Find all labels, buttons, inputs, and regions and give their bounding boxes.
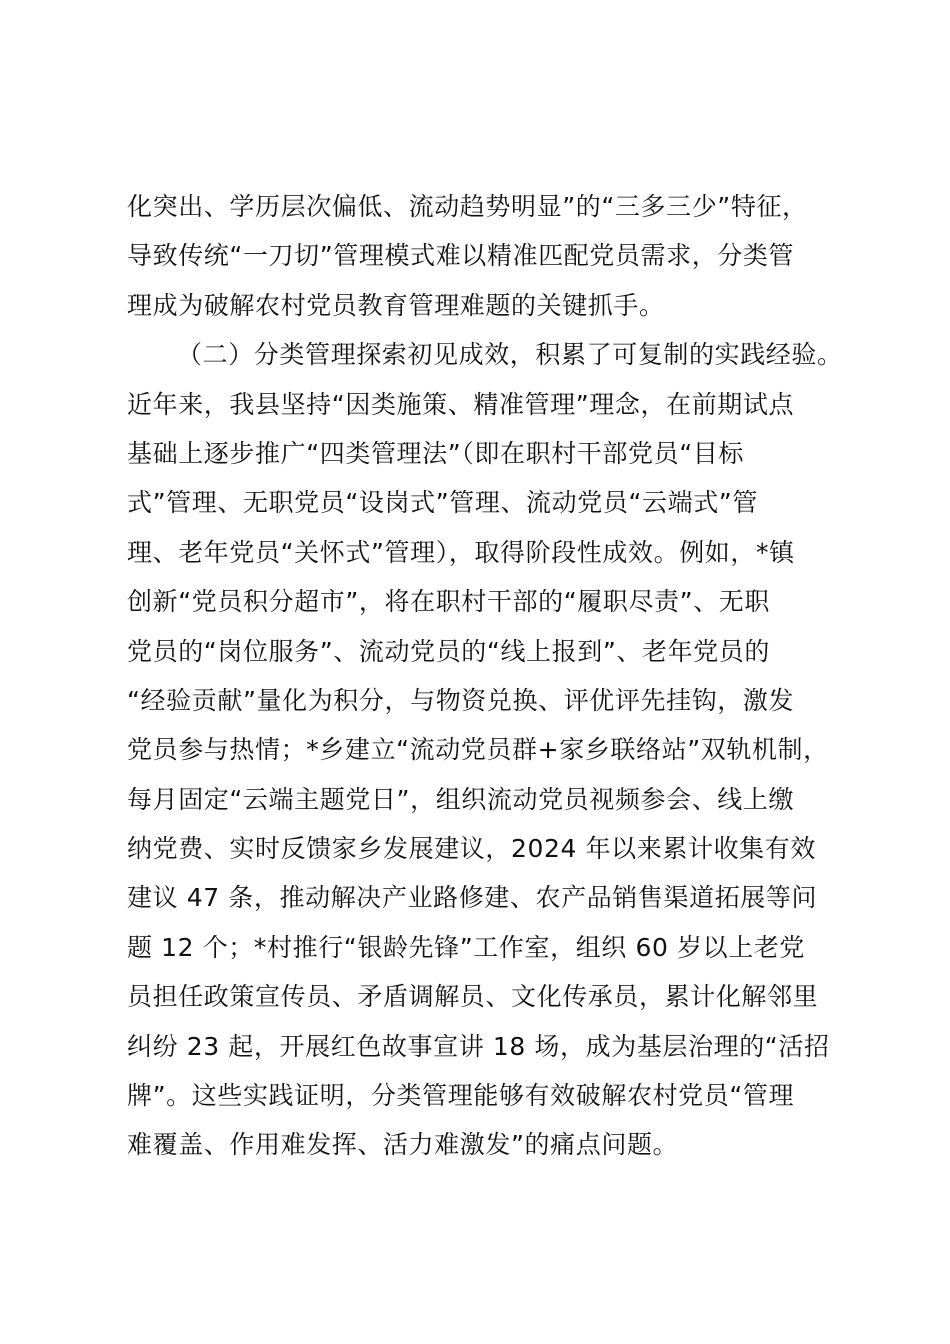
text-line-5: 近年来，我县坚持“因类施策、精准管理”理念，在前期试点 xyxy=(127,389,795,419)
text-line-16: 题 12 个；*村推行“银龄先锋”工作室，组织 60 岁以上老党 xyxy=(127,932,806,962)
text-line-14: 纳党费、实时反馈家乡发展建议，2024 年以来累计收集有效 xyxy=(127,834,816,864)
section-heading-line: （二）分类管理探索初见成效，积累了可复制的实践经验。 xyxy=(177,340,843,370)
text-line-12: 党员参与热情；*乡建立“流动党员群+家乡联络站”双轨机制， xyxy=(127,735,829,765)
text-line-17: 员担任政策宣传员、矛盾调解员、文化传承员，累计化解邻里 xyxy=(127,982,819,1012)
text-line-20: 难覆盖、作用难发挥、活力难激发”的痛点问题。 xyxy=(127,1130,679,1160)
text-line-3: 理成为破解农村党员教育管理难题的关键抓手。 xyxy=(127,290,665,320)
text-line-9: 创新“党员积分超市”，将在职村干部的“履职尽责”、无职 xyxy=(127,587,771,617)
text-line-7: 式”管理、无职党员“设岗式”管理、流动党员“云端式”管 xyxy=(127,488,758,518)
text-line-18: 纠纷 23 起，开展红色故事宣讲 18 场，成为基层治理的“活招 xyxy=(127,1031,830,1061)
body-text xyxy=(127,182,857,1170)
text-line-19: 牌”。这些实践证明，分类管理能够有效破解农村党员“管理 xyxy=(127,1081,795,1111)
text-line-13: 每月固定“云端主题党日”，组织流动党员视频参会、线上缴 xyxy=(127,784,795,814)
text-line-11: “经验贡献”量化为积分，与物资兑换、评优评先挂钩，激发 xyxy=(127,685,795,715)
text-line-15: 建议 47 条，推动解决产业路修建、农产品销售渠道拓展等问 xyxy=(127,883,818,913)
text-line-10: 党员的“岗位服务”、流动党员的“线上报到”、老年党员的 xyxy=(127,636,771,666)
text-line-2: 导致传统“一刀切”管理模式难以精准匹配党员需求，分类管 xyxy=(127,241,795,271)
text-line-8: 理、老年党员“关怀式”管理），取得阶段性成效。例如，*镇 xyxy=(127,537,795,567)
text-line-1: 化突出、学历层次偏低、流动趋势明显”的“三多三少”特征， xyxy=(127,192,808,221)
text-line-6: 基础上逐步推广“四类管理法”（即在职村干部党员“目标 xyxy=(127,438,744,468)
